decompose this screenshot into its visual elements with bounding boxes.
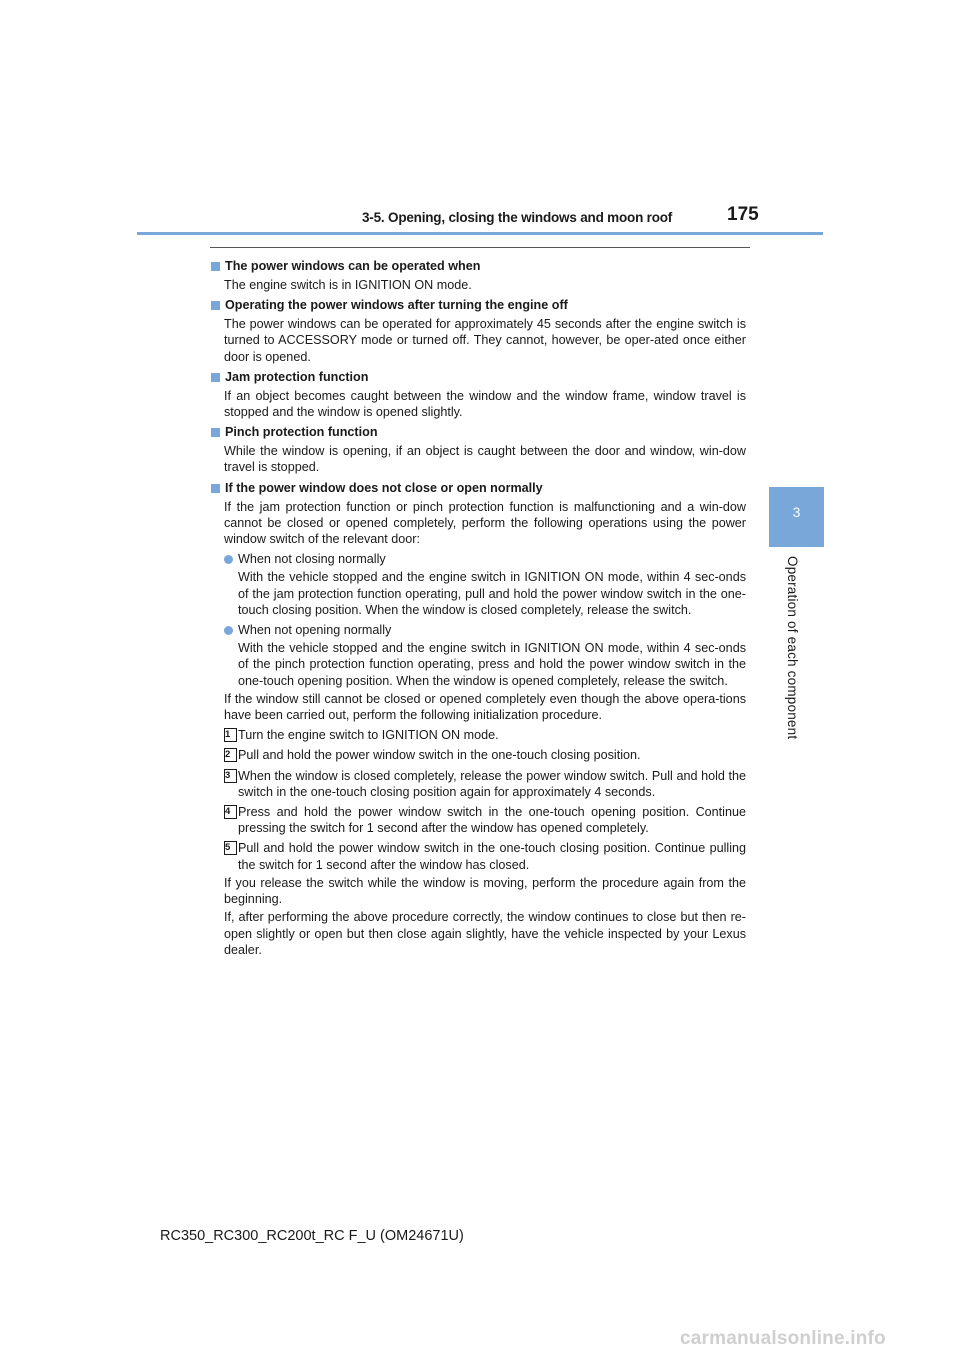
- subsection-heading-text: When not closing normally: [238, 552, 386, 567]
- section-text: If an object becomes caught between the window and the window frame, window travel is stopped and the window is opened slightly.: [224, 388, 746, 420]
- step-item: [225, 768, 746, 800]
- section-heading-text: If the power window does not close or open normally: [225, 480, 543, 495]
- section-heading-text: The power windows can be operated when: [225, 259, 481, 273]
- steps-intro: If the window still cannot be closed or opened completely even though the above opera-tions have been carried out, perform the following initialization procedure.: [224, 691, 746, 723]
- step-number-box: 3: [224, 769, 237, 783]
- step-number-box: 4: [224, 805, 237, 819]
- square-bullet-icon: [211, 262, 220, 271]
- step-text: Pull and hold the power window switch in the one-touch closing position. Continue pulling the switch for 1 second after the window has closed.: [238, 841, 746, 872]
- step-text: Pull and hold the power window switch in the one-touch closing position.: [238, 748, 641, 763]
- page-number: 175: [727, 204, 759, 225]
- step-text: Turn the engine switch to IGNITION ON mode.: [238, 728, 499, 743]
- section-heading: [210, 480, 746, 497]
- section-heading: [210, 424, 746, 441]
- step-text: When the window is closed completely, release the power window switch. Pull and hold the switch in the one-touch closing position again for approximately 4 seconds.: [238, 768, 746, 799]
- step-item: [225, 804, 746, 836]
- square-bullet-icon: [211, 301, 220, 310]
- square-bullet-icon: [211, 484, 220, 493]
- subsection-text: With the vehicle stopped and the engine switch in IGNITION ON mode, within 4 sec-onds of the pinch protection function operating, press and hold the power window switch in the one-touch opening position. When the window is opened completely, release the switch.: [238, 641, 746, 688]
- section-title: 3-5. Opening, closing the windows and moon roof: [362, 210, 673, 225]
- chapter-title: Operation of each component: [785, 556, 800, 740]
- step-number-box: 2: [224, 748, 237, 762]
- content-rule: [210, 247, 750, 248]
- section-text: The power windows can be operated for approximately 45 seconds after the engine switch is turned to ACCESSORY mode or turned off. They cannot, however, be oper-ated once either door is opened.: [224, 317, 746, 364]
- subsection-text: With the vehicle stopped and the engine switch in IGNITION ON mode, within 4 sec-onds of the jam protection function operating, pull and hold the power window switch in the one-touch closing position. When the window is closed completely, release the switch.: [238, 570, 746, 617]
- step-item: [225, 727, 746, 743]
- square-bullet-icon: [211, 373, 220, 382]
- subsection-heading: [224, 622, 746, 638]
- header-rule: [137, 232, 823, 235]
- watermark: carmanualsonline.info: [680, 1328, 886, 1349]
- section-heading: [210, 258, 746, 275]
- section-heading: [210, 297, 746, 314]
- chapter-number: 3: [792, 504, 801, 520]
- section-text: While the window is opening, if an object is caught between the door and window, win-dow travel is stopped.: [224, 444, 746, 475]
- circle-bullet-icon: [224, 626, 233, 635]
- step-item: [225, 747, 746, 763]
- circle-bullet-icon: [224, 555, 233, 564]
- section-heading: [210, 369, 746, 386]
- step-text: Press and hold the power window switch in the one-touch opening position. Continue pressing the switch for 1 second after the window has opened completely.: [238, 805, 746, 836]
- closing-paragraph: If, after performing the above procedure correctly, the window continues to close but then re-open slightly or open but then close again slightly, have the vehicle inspected by your Lexus dealer.: [224, 910, 746, 957]
- closing-paragraph: If you release the switch while the window is moving, perform the procedure again from the beginning.: [224, 875, 746, 907]
- section-heading-text: Pinch protection function: [225, 425, 378, 440]
- section-heading-text: Jam protection function: [225, 369, 369, 384]
- step-item: [225, 840, 746, 872]
- page-content: [210, 258, 746, 958]
- subsection-heading-text: When not opening normally: [238, 623, 392, 638]
- section-heading-text: Operating the power windows after turning the engine off: [225, 298, 568, 313]
- section-text: The engine switch is in IGNITION ON mode.: [224, 278, 472, 292]
- step-number-box: 1: [224, 728, 237, 742]
- step-number-box: 5: [224, 841, 237, 855]
- footer-model-code: RC350_RC300_RC200t_RC F_U (OM24671U): [160, 1228, 464, 1244]
- square-bullet-icon: [211, 428, 220, 437]
- chapter-tab: [769, 487, 824, 547]
- section-text: If the jam protection function or pinch protection function is malfunctioning and a win-dow cannot be closed or opened completely, perform the following operations using the power window switch of the relevant door:: [224, 499, 746, 547]
- subsection-heading: [224, 551, 746, 567]
